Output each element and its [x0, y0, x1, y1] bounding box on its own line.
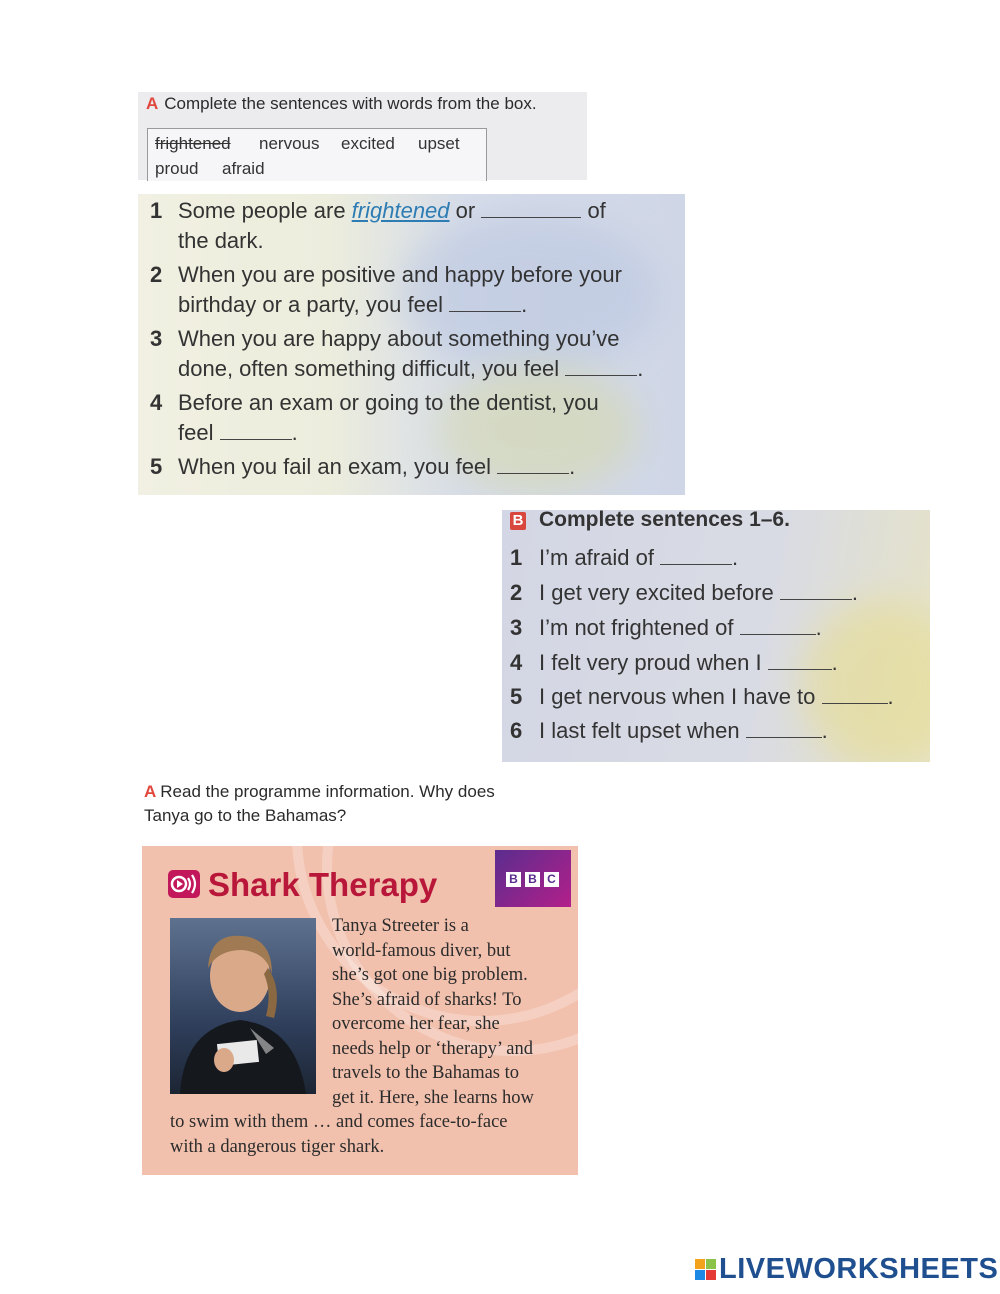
word-box-item: upset [418, 134, 460, 153]
item-number: 6 [510, 718, 523, 743]
bbc-logo-letter: B [525, 872, 540, 887]
word-box-item: proud [155, 159, 199, 178]
sentence-line: the dark. [178, 228, 264, 253]
sentence-line: I get nervous when I have to . [539, 684, 894, 709]
sentence-line: I’m not frightened of . [539, 615, 822, 640]
sentence-line: birthday or a party, you feel . [178, 292, 528, 317]
answer-blank[interactable] [497, 455, 569, 474]
sentence-line: Before an exam or going to the dentist, you [178, 390, 599, 415]
word-box-item: frightened [155, 134, 231, 153]
item-number: 2 [150, 262, 163, 287]
programme-title: Shark Therapy [208, 866, 438, 903]
logo-square-icon [695, 1270, 705, 1280]
answer-blank[interactable] [565, 357, 637, 376]
example-answer: frightened [351, 198, 450, 223]
sentence-line: Some people are frightened or of [178, 198, 606, 223]
bbc-logo-letter: B [506, 872, 521, 887]
bbc-logo-letter: C [544, 872, 559, 887]
word-box-item: afraid [222, 159, 265, 178]
exercise-letter: B [510, 512, 526, 530]
item-number: 4 [510, 650, 523, 675]
answer-blank[interactable] [481, 199, 581, 218]
exercise-letter: A [144, 782, 157, 801]
answer-blank[interactable] [746, 719, 822, 738]
description-line: She’s afraid of sharks! To [332, 989, 522, 1010]
item-number: 3 [150, 326, 163, 351]
description-line: to swim with them … and comes face-to-face [170, 1112, 508, 1132]
sentence-line: When you are positive and happy before your [178, 262, 622, 287]
sentence-line: When you are happy about something you’ve [178, 326, 620, 351]
sentence-line: I get very excited before . [539, 580, 859, 605]
answer-blank[interactable] [220, 421, 292, 440]
description-line: with a dangerous tiger shark. [170, 1136, 385, 1157]
answer-blank[interactable] [822, 685, 888, 704]
sentence-line: I felt very proud when I . [539, 650, 838, 675]
item-number: 3 [510, 615, 523, 640]
word-box-item: excited [341, 134, 395, 153]
programme-info-card [142, 846, 578, 1175]
sentence-line: I’m afraid of . [539, 545, 739, 570]
logo-text: LIVEWORKSHEETS [719, 1253, 999, 1285]
logo-square-icon [706, 1259, 716, 1269]
description-line: world-famous diver, but [332, 940, 511, 961]
item-number: 1 [510, 545, 523, 570]
logo-square-icon [706, 1270, 716, 1280]
description-line: needs help or ‘therapy’ and [332, 1038, 534, 1059]
item-number: 4 [150, 390, 163, 415]
answer-blank[interactable] [660, 546, 732, 565]
exercise-a-sentences-panel [138, 194, 685, 495]
word-box-item: nervous [259, 134, 320, 153]
sentence-line: I last felt upset when . [539, 718, 828, 743]
exercise-letter: A [146, 94, 159, 113]
item-number: 2 [510, 580, 523, 605]
exercise-b-panel [502, 510, 930, 762]
logo-square-icon [695, 1259, 705, 1269]
exercise-a-header-panel [138, 92, 587, 180]
description-line: travels to the Bahamas to [332, 1063, 520, 1083]
radio-icon [168, 870, 200, 898]
word-box [147, 128, 487, 181]
description-line: she’s got one big problem. [332, 965, 528, 985]
sentence-line: feel . [178, 420, 298, 445]
description-line: overcome her fear, she [332, 1014, 500, 1034]
description-line: Tanya Streeter is a [332, 916, 469, 936]
exercise-b-instruction: Complete sentences 1–6. [539, 510, 790, 531]
sentence-line: done, often something difficult, you feel . [178, 356, 644, 381]
item-number: 1 [150, 198, 163, 223]
item-number: 5 [510, 684, 523, 709]
answer-blank[interactable] [740, 616, 816, 635]
item-number: 5 [150, 454, 163, 479]
sentence-line: When you fail an exam, you feel . [178, 454, 576, 479]
diver-photo [170, 918, 316, 1094]
answer-blank[interactable] [780, 581, 852, 600]
reading-prompt: A Read the programme information. Why does Tanya go to the Bahamas? [144, 782, 495, 825]
answer-blank[interactable] [768, 651, 832, 670]
description-line: get it. Here, she learns how [332, 1087, 534, 1108]
answer-blank[interactable] [449, 293, 521, 312]
bbc-logo [495, 850, 571, 907]
exercise-a-instruction: A Complete the sentences with words from the box. [146, 94, 537, 113]
